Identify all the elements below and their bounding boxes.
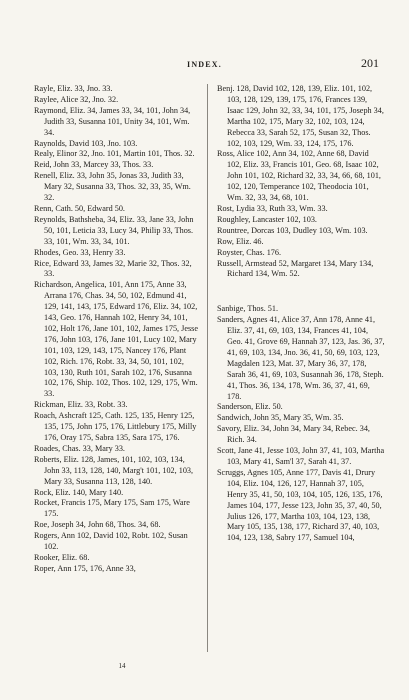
index-entry: Richardson, Angelica, 101, Ann 175, Anne 33, Arrana 176, Chas. 34, 50, 102, Edmund 41, 129, 141, 143, 175, Edward 176, Eliz. 34, 102, 143, Geo. 176, Hannah 102, Henry 34, 101, 102, Holt 176, Jane 101, 102, James 175, Jesse 176, John 103, 176, Jane 101, Lucy 102, Mary 101, 103, 129, 143, 175, Nancey 176, Plant 102, Rich. 176, Robt. 33, 34, 50, 101, 102, 103, 130, Ruth 101, Sarah 102, 176, Susanna 102, 176, Ship. 102, Thos. 102, 129, 175, Wm. 33. xyxy=(34,280,198,399)
index-entry: Benj. 128, David 102, 128, 139, Eliz. 101, 102, 103, 128, 129, 139, 175, 176, Frances 139, Isaac 129, John 32, 33, 34, 101, 175, Joseph 34, Martha 102, 175, Mary 32, 102, 103, 124, Rebecca 33, Sarah 52, 175, Susan 32, Thos. 102, 103, 129, Wm. 33, 124, 175, 176. xyxy=(217,84,384,148)
index-entry: Raylee, Alice 32, Jno. 32. xyxy=(34,94,119,104)
left-index-column xyxy=(34,84,200,575)
page-header xyxy=(0,56,409,74)
index-entry: Scruggs, Agnes 105, Anne 177, Davis 41, Drury 104, Eliz. 104, 126, 127, Hannah 37, 105, Henry 35, 41, 50, 103, 104, 105, 126, 135, 176, James 104, 177, Jesse 123, John 35, 37, 40, 50, Julius 126, 177, Martha 103, 104, 123, 138, Mary 105, 135, 138, 177, Richard 37, 40, 103, 104, 123, 138, Sabry 177, Samuel 104, xyxy=(217,467,383,543)
index-entry: Rock, Eliz. 140, Mary 140. xyxy=(34,487,124,497)
index-entry: Sanderson, Eliz. 50. xyxy=(217,402,283,412)
index-entry: Royster, Chas. 176. xyxy=(217,247,282,257)
index-entry: Rickman, Eliz. 33, Robt. 33. xyxy=(34,400,128,410)
index-entry: Roach, Ashcraft 125, Cath. 125, 135, Henry 125, 135, 175, John 175, 176, Littlebury 175, Milly 176, Oray 175, Sabra 135, Sara 175, 176. xyxy=(34,411,197,442)
index-entry: Roughley, Lancaster 102, 103. xyxy=(217,214,317,224)
index-entry: Realy, Elinor 32, Jno. 101, Martin 101, Thos. 32. xyxy=(34,149,195,159)
index-entry: Rountree, Dorcas 103, Dudley 103, Wm. 103. xyxy=(217,225,368,235)
index-entry: Rhodes, Geo. 33, Henry 33. xyxy=(34,247,126,257)
index-entry: Rice, Edward 33, James 32, Marie 32, Thos. 32, 33. xyxy=(34,258,192,279)
index-entry: Sanbige, Thos. 51. xyxy=(217,304,279,314)
page-title: INDEX. xyxy=(187,60,222,69)
index-entry: Scott, Jane 41, Jesse 103, John 37, 41, 103, Martha 103, Mary 41, Sam'l 37, Sarah 41, 37. xyxy=(217,446,385,466)
right-column-entries-s xyxy=(217,304,385,544)
index-entry: Sanders, Agnes 41, Alice 37, Ann 178, Anne 41, Eliz. 37, 41, 69, 103, 134, Frances 41, 104, Geo. 41, Grove 69, Hannah 37, 123, Jas. 36, 37, 41, 69, 103, 134, Jno. 36, 41, 50, 69, 103, 123, Magdalen 123, Mat. 37, Mary 36, 37, 178, Sarah 36, 41, 69, 103, Susannah 36, 178, Steph. 41, Thos. 36, 134, 178, Wm. 36, 37, 41, 69, 178. xyxy=(217,315,385,401)
index-entry: Row, Eliz. 46. xyxy=(217,236,264,246)
index-entry: Roades, Chas. 33, Mary 33. xyxy=(34,443,125,453)
index-entry: Roberts, Eliz. 128, James, 101, 102, 103, 134, John 33, 113, 128, 140, Marg't 101, 102, 103, Mary 33, Susanna 113, 128, 140. xyxy=(34,454,194,486)
index-entry: Ross, Alice 102, Ann 34, 102, Anne 68, David 102, Eliz. 33, Francis 101, Geo. 68, Isaac 102, John 101, 102, Richard 32, 33, 34, 66, 68, 101, 102, 120, Temperance 102, Theodocia 101, Wm. 32, 33, 34, 68, 101. xyxy=(217,149,381,203)
index-entry: Raymond, Eliz. 34, James 33, 34, 101, John 34, Judith 33, Susanna 101, Unity 34, 101, Wm. 34. xyxy=(34,105,191,137)
index-entry: Russell, Armstead 52, Margaret 134, Mary 134, Richard 134, Wm. 52. xyxy=(217,258,374,279)
index-entry: Rogers, Ann 102, David 102, Robt. 102, Susan 102. xyxy=(34,531,188,552)
index-entry: Reid, John 33, Marcey 33, Thos. 33. xyxy=(34,160,154,170)
index-entry: Raynolds, David 103, Jno. 103. xyxy=(34,138,138,148)
index-entry: Roe, Joseph 34, John 68, Thos. 34, 68. xyxy=(34,520,161,530)
page-number: 201 xyxy=(361,56,379,70)
index-entry: Rost, Lydia 33, Ruth 33, Wm. 33. xyxy=(217,203,328,213)
column-divider xyxy=(207,84,208,652)
right-column-entries-r xyxy=(217,84,385,280)
index-entry: Renell, Eliz. 33, John 35, Jonas 33, Judith 33, Mary 32, Susanna 33, Thos. 32, 33, 35, Wm. 32. xyxy=(34,171,191,203)
index-entry: Sandwich, John 35, Mary 35, Wm. 35. xyxy=(217,413,344,423)
index-entry: Reynolds, Bathsheba, 34, Eliz. 33, Jane 33, John 50, 101, Leticia 33, Lucy 34, Philip 33, Thos. 33, 101, Wm. 33, 34, 101. xyxy=(34,214,194,246)
index-entry: Rooker, Eliz. 68. xyxy=(34,552,90,562)
index-entry: Savory, Eliz. 34, John 34, Mary 34, Rebec. 34, Rich. 34. xyxy=(217,424,370,445)
section-gap xyxy=(217,280,385,304)
index-entry: Roper, Ann 175, 176, Anne 33, xyxy=(34,563,136,573)
signature-mark: 14 xyxy=(118,662,126,670)
index-entry: Rayle, Eliz. 33, Jno. 33. xyxy=(34,84,113,93)
index-entry: Rocket, Francis 175, Mary 175, Sam 175, Ware 175. xyxy=(34,498,190,519)
right-index-column xyxy=(217,84,385,544)
index-entry: Renn, Cath. 50, Edward 50. xyxy=(34,203,125,213)
